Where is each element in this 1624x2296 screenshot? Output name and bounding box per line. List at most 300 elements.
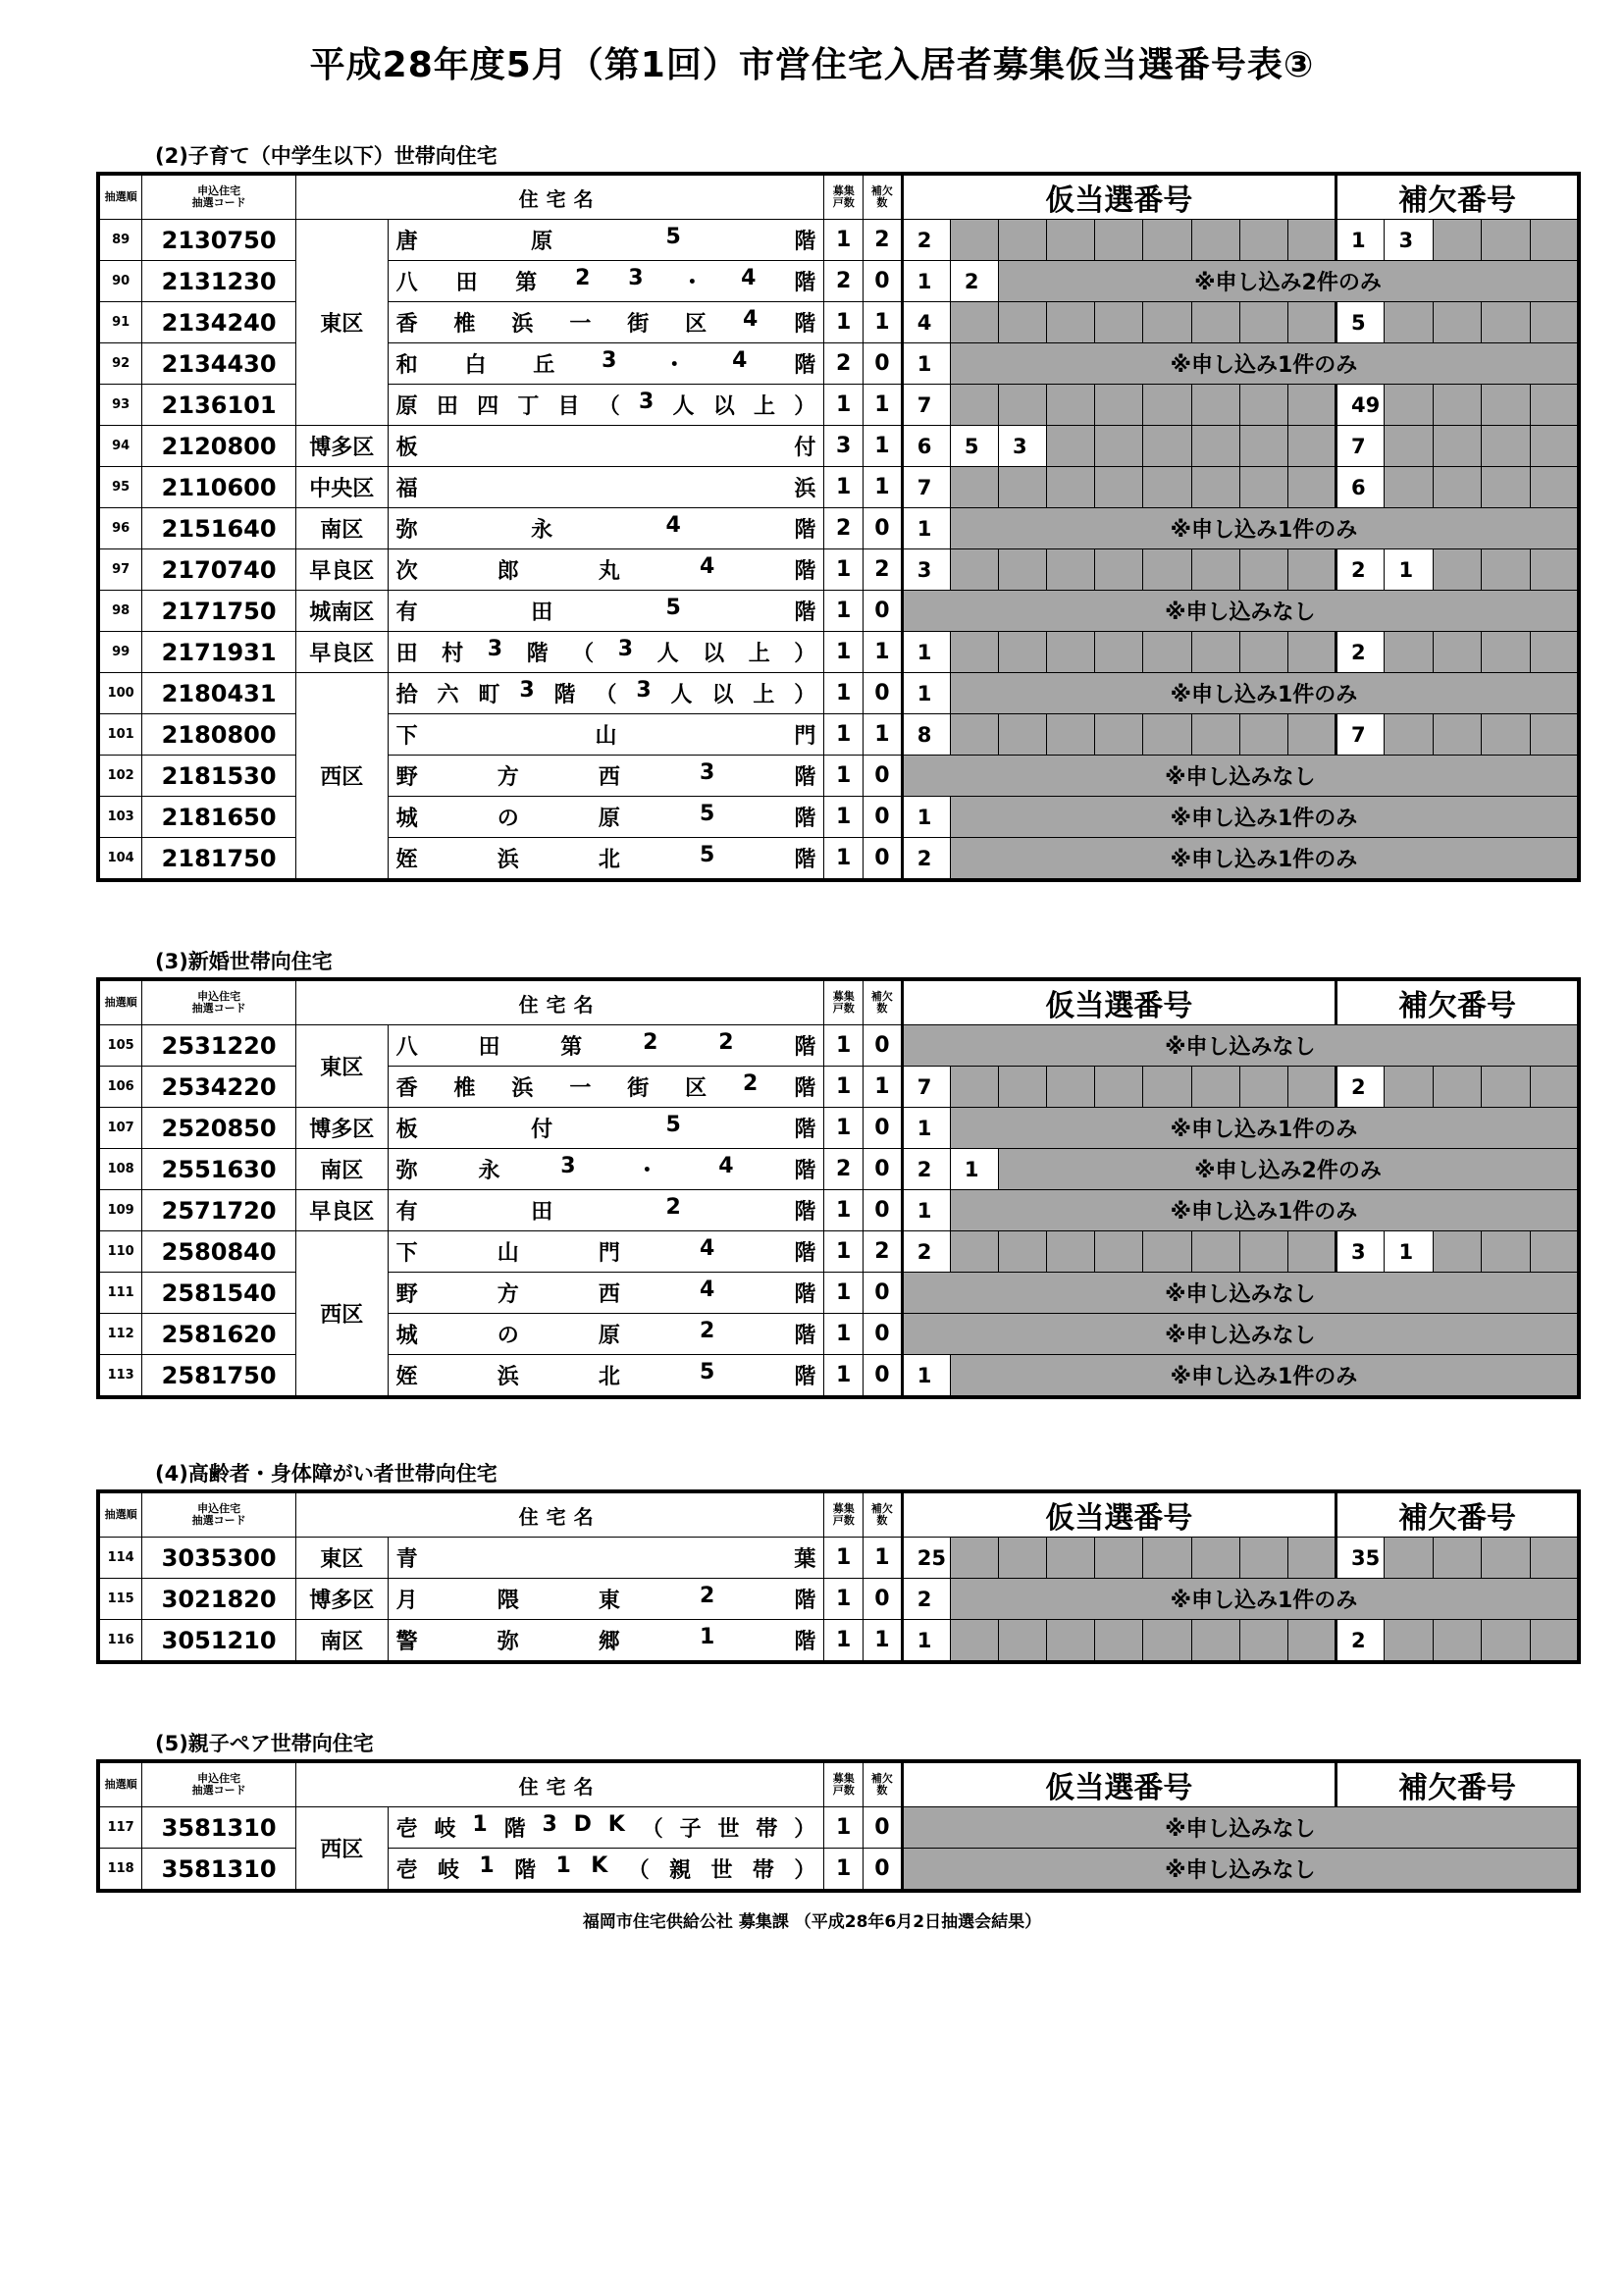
seq-number: 111 — [98, 1273, 142, 1314]
empty-cell — [1143, 714, 1191, 756]
header-units: 募集 戸数 — [824, 1761, 864, 1807]
status-note: ※申し込みなし — [902, 1849, 1579, 1892]
empty-cell — [1047, 632, 1095, 673]
backup-count: 1 — [864, 1538, 903, 1579]
empty-cell — [1239, 1538, 1287, 1579]
seq-number: 101 — [98, 714, 142, 756]
empty-cell — [1095, 1620, 1143, 1663]
backup-count: 1 — [864, 426, 903, 467]
empty-cell — [1530, 714, 1579, 756]
unit-count: 1 — [824, 591, 864, 632]
empty-cell — [1482, 385, 1530, 426]
header-units: 募集 戸数 — [824, 1491, 864, 1538]
provisional-number: 2 — [902, 220, 950, 261]
housing-name: 板 付 5 階 — [388, 1108, 824, 1149]
seq-number: 109 — [98, 1190, 142, 1231]
unit-count: 1 — [824, 1025, 864, 1067]
backup-count: 2 — [864, 220, 903, 261]
empty-cell — [1530, 220, 1579, 261]
unit-count: 1 — [824, 1108, 864, 1149]
header-backup: 補欠番号 — [1336, 174, 1580, 220]
unit-count: 1 — [824, 756, 864, 797]
empty-cell — [1287, 220, 1336, 261]
empty-cell — [1191, 1538, 1239, 1579]
lottery-code: 2131230 — [142, 261, 296, 302]
empty-cell — [1047, 1620, 1095, 1663]
housing-name: 城 の 原 2 階 — [388, 1314, 824, 1355]
empty-cell — [1287, 1538, 1336, 1579]
housing-name: 城 の 原 5 階 — [388, 797, 824, 838]
lottery-code: 2551630 — [142, 1149, 296, 1190]
status-note: ※申し込み1件のみ — [950, 508, 1579, 549]
empty-cell — [1287, 1231, 1336, 1273]
empty-cell — [1530, 426, 1579, 467]
housing-name: 弥 永 4 階 — [388, 508, 824, 549]
seq-number: 99 — [98, 632, 142, 673]
empty-cell — [1385, 302, 1433, 343]
empty-cell — [1530, 1231, 1579, 1273]
unit-count: 2 — [824, 343, 864, 385]
empty-cell — [1482, 1538, 1530, 1579]
lottery-code: 2520850 — [142, 1108, 296, 1149]
empty-cell — [1530, 1538, 1579, 1579]
table-row — [98, 1620, 1579, 1663]
provisional-number: 6 — [902, 426, 950, 467]
empty-cell — [1143, 549, 1191, 591]
backup-count: 0 — [864, 1025, 903, 1067]
lottery-code: 3035300 — [142, 1538, 296, 1579]
empty-cell — [1047, 220, 1095, 261]
table-row — [98, 508, 1579, 549]
ward-name: 早良区 — [295, 1190, 388, 1231]
table-row — [98, 673, 1579, 714]
empty-cell — [1047, 385, 1095, 426]
provisional-number: 3 — [902, 549, 950, 591]
housing-name: 和 白 丘 3 ・ 4 階 — [388, 343, 824, 385]
housing-name: 有 田 2 階 — [388, 1190, 824, 1231]
header-name: 住宅名 — [295, 1491, 823, 1538]
ward-name: 南区 — [295, 1620, 388, 1663]
empty-cell — [1433, 1067, 1481, 1108]
backup-count: 0 — [864, 1108, 903, 1149]
provisional-number: 1 — [950, 1149, 998, 1190]
empty-cell — [950, 714, 998, 756]
seq-number: 118 — [98, 1849, 142, 1892]
backup-count: 0 — [864, 1190, 903, 1231]
table-row — [98, 1108, 1579, 1149]
backup-number: 1 — [1385, 549, 1433, 591]
empty-cell — [1530, 1067, 1579, 1108]
lottery-code: 2581540 — [142, 1273, 296, 1314]
empty-cell — [950, 302, 998, 343]
empty-cell — [1047, 467, 1095, 508]
empty-cell — [1143, 1538, 1191, 1579]
ward-name: 東区 — [295, 1538, 388, 1579]
provisional-number: 2 — [950, 261, 998, 302]
lottery-code: 2180800 — [142, 714, 296, 756]
empty-cell — [1047, 1067, 1095, 1108]
empty-cell — [1433, 632, 1481, 673]
housing-name: 野 方 西 3 階 — [388, 756, 824, 797]
ward-name: 西区 — [295, 673, 388, 881]
provisional-number: 1 — [902, 632, 950, 673]
backup-count: 0 — [864, 343, 903, 385]
provisional-number: 2 — [902, 838, 950, 881]
housing-name: 野 方 西 4 階 — [388, 1273, 824, 1314]
unit-count: 1 — [824, 220, 864, 261]
empty-cell — [1143, 1620, 1191, 1663]
housing-name: 次 郎 丸 4 階 — [388, 549, 824, 591]
unit-count: 1 — [824, 385, 864, 426]
header-name: 住宅名 — [295, 174, 823, 220]
seq-number: 115 — [98, 1579, 142, 1620]
empty-cell — [1433, 714, 1481, 756]
empty-cell — [1530, 302, 1579, 343]
empty-cell — [1191, 714, 1239, 756]
backup-count: 0 — [864, 1355, 903, 1398]
header-backup-count: 補欠 数 — [864, 1761, 903, 1807]
provisional-number: 1 — [902, 1190, 950, 1231]
empty-cell — [999, 632, 1047, 673]
housing-name: 唐 原 5 階 — [388, 220, 824, 261]
empty-cell — [1095, 302, 1143, 343]
header-row — [98, 979, 1579, 1025]
provisional-number: 2 — [902, 1579, 950, 1620]
header-code: 申込住宅 抽選コード — [142, 979, 296, 1025]
lottery-code: 2180431 — [142, 673, 296, 714]
housing-name: 壱 岐 1 階 1 K （ 親 世 帯 ） — [388, 1849, 824, 1892]
empty-cell — [1095, 1067, 1143, 1108]
header-seq: 抽選順 — [98, 174, 142, 220]
ward-name: 南区 — [295, 1149, 388, 1190]
ward-name: 東区 — [295, 1025, 388, 1108]
header-code: 申込住宅 抽選コード — [142, 1491, 296, 1538]
empty-cell — [1385, 714, 1433, 756]
header-row — [98, 1491, 1579, 1538]
provisional-number: 2 — [902, 1231, 950, 1273]
provisional-number: 7 — [902, 467, 950, 508]
empty-cell — [1385, 467, 1433, 508]
empty-cell — [1095, 1231, 1143, 1273]
backup-number: 3 — [1336, 1231, 1385, 1273]
seq-number: 106 — [98, 1067, 142, 1108]
empty-cell — [1530, 467, 1579, 508]
header-code: 申込住宅 抽選コード — [142, 174, 296, 220]
empty-cell — [1239, 1231, 1287, 1273]
lottery-code: 2534220 — [142, 1067, 296, 1108]
seq-number: 104 — [98, 838, 142, 881]
provisional-number: 1 — [902, 673, 950, 714]
status-note: ※申し込み1件のみ — [950, 1190, 1579, 1231]
section-heading: (2)子育て（中学生以下）世帯向住宅 — [155, 144, 498, 168]
lottery-table — [96, 977, 1581, 1399]
header-backup-count: 補欠 数 — [864, 979, 903, 1025]
lottery-code: 3581310 — [142, 1849, 296, 1892]
empty-cell — [950, 1538, 998, 1579]
footer-note: 福岡市住宅供給公社 募集課 （平成28年6月2日抽選会結果） — [582, 1912, 1042, 1932]
provisional-number: 5 — [950, 426, 998, 467]
empty-cell — [1482, 1620, 1530, 1663]
backup-count: 0 — [864, 508, 903, 549]
status-note: ※申し込み1件のみ — [950, 343, 1579, 385]
provisional-number: 3 — [999, 426, 1047, 467]
lottery-code: 3051210 — [142, 1620, 296, 1663]
table-row — [98, 1538, 1579, 1579]
empty-cell — [1482, 549, 1530, 591]
seq-number: 117 — [98, 1807, 142, 1849]
seq-number: 105 — [98, 1025, 142, 1067]
empty-cell — [950, 1620, 998, 1663]
backup-count: 0 — [864, 591, 903, 632]
empty-cell — [950, 385, 998, 426]
seq-number: 114 — [98, 1538, 142, 1579]
backup-count: 1 — [864, 632, 903, 673]
provisional-number: 7 — [902, 385, 950, 426]
header-backup: 補欠番号 — [1336, 1761, 1580, 1807]
empty-cell — [1287, 1067, 1336, 1108]
header-name: 住宅名 — [295, 979, 823, 1025]
backup-number: 3 — [1385, 220, 1433, 261]
ward-name: 早良区 — [295, 632, 388, 673]
backup-count: 1 — [864, 1620, 903, 1663]
housing-name: 八 田 第 2 2 階 — [388, 1025, 824, 1067]
housing-name: 福 浜 — [388, 467, 824, 508]
empty-cell — [1047, 1538, 1095, 1579]
table-row — [98, 1149, 1579, 1190]
unit-count: 1 — [824, 302, 864, 343]
ward-name: 西区 — [295, 1231, 388, 1398]
empty-cell — [999, 1231, 1047, 1273]
housing-name: 弥 永 3 ・ 4 階 — [388, 1149, 824, 1190]
ward-name: 博多区 — [295, 426, 388, 467]
empty-cell — [1191, 220, 1239, 261]
empty-cell — [1530, 632, 1579, 673]
empty-cell — [1191, 426, 1239, 467]
backup-count: 1 — [864, 1067, 903, 1108]
empty-cell — [1191, 632, 1239, 673]
housing-name: 下 山 門 — [388, 714, 824, 756]
housing-name: 板 付 — [388, 426, 824, 467]
status-note: ※申し込み1件のみ — [950, 673, 1579, 714]
empty-cell — [1287, 385, 1336, 426]
header-backup: 補欠番号 — [1336, 1491, 1580, 1538]
seq-number: 108 — [98, 1149, 142, 1190]
header-provisional: 仮当選番号 — [902, 1491, 1336, 1538]
empty-cell — [1482, 302, 1530, 343]
empty-cell — [1530, 1620, 1579, 1663]
empty-cell — [1239, 1620, 1287, 1663]
seq-number: 107 — [98, 1108, 142, 1149]
empty-cell — [1482, 632, 1530, 673]
unit-count: 2 — [824, 261, 864, 302]
empty-cell — [1433, 1620, 1481, 1663]
unit-count: 1 — [824, 1314, 864, 1355]
empty-cell — [1287, 714, 1336, 756]
seq-number: 97 — [98, 549, 142, 591]
backup-count: 1 — [864, 302, 903, 343]
backup-number: 1 — [1385, 1231, 1433, 1273]
unit-count: 1 — [824, 673, 864, 714]
empty-cell — [1095, 632, 1143, 673]
provisional-number: 1 — [902, 261, 950, 302]
empty-cell — [1047, 549, 1095, 591]
seq-number: 102 — [98, 756, 142, 797]
lottery-code: 2120800 — [142, 426, 296, 467]
header-seq: 抽選順 — [98, 1491, 142, 1538]
header-name: 住宅名 — [295, 1761, 823, 1807]
empty-cell — [1047, 302, 1095, 343]
backup-count: 0 — [864, 1273, 903, 1314]
provisional-number: 1 — [902, 797, 950, 838]
empty-cell — [1191, 1620, 1239, 1663]
seq-number: 100 — [98, 673, 142, 714]
table-row — [98, 1807, 1579, 1849]
empty-cell — [1287, 549, 1336, 591]
empty-cell — [1482, 1067, 1530, 1108]
empty-cell — [1191, 385, 1239, 426]
lottery-code: 2134430 — [142, 343, 296, 385]
seq-number: 92 — [98, 343, 142, 385]
empty-cell — [1385, 1067, 1433, 1108]
empty-cell — [1143, 426, 1191, 467]
housing-name: 月 隈 東 2 階 — [388, 1579, 824, 1620]
empty-cell — [1482, 426, 1530, 467]
provisional-number: 4 — [902, 302, 950, 343]
lottery-code: 2136101 — [142, 385, 296, 426]
status-note: ※申し込み2件のみ — [999, 1149, 1579, 1190]
backup-number: 2 — [1336, 632, 1385, 673]
table-row — [98, 632, 1579, 673]
empty-cell — [1143, 220, 1191, 261]
empty-cell — [1239, 714, 1287, 756]
empty-cell — [1239, 1067, 1287, 1108]
seq-number: 96 — [98, 508, 142, 549]
empty-cell — [1287, 1620, 1336, 1663]
provisional-number: 25 — [902, 1538, 950, 1579]
header-seq: 抽選順 — [98, 979, 142, 1025]
empty-cell — [1530, 385, 1579, 426]
backup-number: 2 — [1336, 549, 1385, 591]
empty-cell — [999, 1620, 1047, 1663]
housing-name: 下 山 門 4 階 — [388, 1231, 824, 1273]
status-note: ※申し込み1件のみ — [950, 1579, 1579, 1620]
lottery-table — [96, 1759, 1581, 1893]
empty-cell — [999, 714, 1047, 756]
provisional-number: 8 — [902, 714, 950, 756]
empty-cell — [1385, 1538, 1433, 1579]
backup-number: 7 — [1336, 714, 1385, 756]
ward-name: 博多区 — [295, 1579, 388, 1620]
empty-cell — [1047, 426, 1095, 467]
unit-count: 1 — [824, 632, 864, 673]
ward-name: 城南区 — [295, 591, 388, 632]
empty-cell — [1433, 1538, 1481, 1579]
table-row — [98, 1579, 1579, 1620]
empty-cell — [1385, 1620, 1433, 1663]
unit-count: 1 — [824, 1579, 864, 1620]
ward-name: 南区 — [295, 508, 388, 549]
header-row — [98, 174, 1579, 220]
empty-cell — [1191, 467, 1239, 508]
status-note: ※申し込みなし — [902, 1273, 1579, 1314]
provisional-number: 1 — [902, 508, 950, 549]
empty-cell — [999, 1067, 1047, 1108]
empty-cell — [1433, 220, 1481, 261]
seq-number: 90 — [98, 261, 142, 302]
empty-cell — [1287, 426, 1336, 467]
empty-cell — [1239, 385, 1287, 426]
table-row — [98, 1025, 1579, 1067]
empty-cell — [1143, 385, 1191, 426]
header-provisional: 仮当選番号 — [902, 979, 1336, 1025]
empty-cell — [999, 467, 1047, 508]
empty-cell — [950, 549, 998, 591]
empty-cell — [1239, 302, 1287, 343]
backup-count: 0 — [864, 1807, 903, 1849]
ward-name: 早良区 — [295, 549, 388, 591]
seq-number: 89 — [98, 220, 142, 261]
empty-cell — [1143, 467, 1191, 508]
lottery-code: 3021820 — [142, 1579, 296, 1620]
backup-count: 0 — [864, 838, 903, 881]
backup-count: 2 — [864, 1231, 903, 1273]
ward-name: 西区 — [295, 1807, 388, 1892]
header-row — [98, 1761, 1579, 1807]
backup-number: 7 — [1336, 426, 1385, 467]
empty-cell — [1095, 1538, 1143, 1579]
table-row — [98, 1231, 1579, 1273]
header-code: 申込住宅 抽選コード — [142, 1761, 296, 1807]
status-note: ※申し込み1件のみ — [950, 1108, 1579, 1149]
unit-count: 1 — [824, 1231, 864, 1273]
empty-cell — [950, 467, 998, 508]
empty-cell — [1433, 426, 1481, 467]
lottery-code: 2581750 — [142, 1355, 296, 1398]
lottery-table — [96, 1489, 1581, 1664]
unit-count: 2 — [824, 508, 864, 549]
empty-cell — [1047, 714, 1095, 756]
unit-count: 1 — [824, 467, 864, 508]
empty-cell — [1433, 467, 1481, 508]
lottery-code: 2151640 — [142, 508, 296, 549]
empty-cell — [999, 385, 1047, 426]
lottery-code: 2531220 — [142, 1025, 296, 1067]
status-note: ※申し込みなし — [902, 1025, 1579, 1067]
status-note: ※申し込み2件のみ — [999, 261, 1579, 302]
unit-count: 1 — [824, 1620, 864, 1663]
empty-cell — [1239, 426, 1287, 467]
empty-cell — [1385, 632, 1433, 673]
status-note: ※申し込みなし — [902, 1314, 1579, 1355]
backup-count: 0 — [864, 756, 903, 797]
header-backup-count: 補欠 数 — [864, 174, 903, 220]
backup-count: 0 — [864, 797, 903, 838]
provisional-number: 1 — [902, 1108, 950, 1149]
lottery-code: 2171931 — [142, 632, 296, 673]
backup-count: 0 — [864, 261, 903, 302]
housing-name: 姪 浜 北 5 階 — [388, 838, 824, 881]
lottery-code: 2170740 — [142, 549, 296, 591]
unit-count: 1 — [824, 1355, 864, 1398]
empty-cell — [1287, 632, 1336, 673]
header-units: 募集 戸数 — [824, 979, 864, 1025]
section-heading: (4)高齢者・身体障がい者世帯向住宅 — [155, 1462, 498, 1486]
unit-count: 1 — [824, 1190, 864, 1231]
empty-cell — [1191, 1067, 1239, 1108]
header-backup: 補欠番号 — [1336, 979, 1580, 1025]
empty-cell — [1530, 549, 1579, 591]
empty-cell — [1482, 220, 1530, 261]
